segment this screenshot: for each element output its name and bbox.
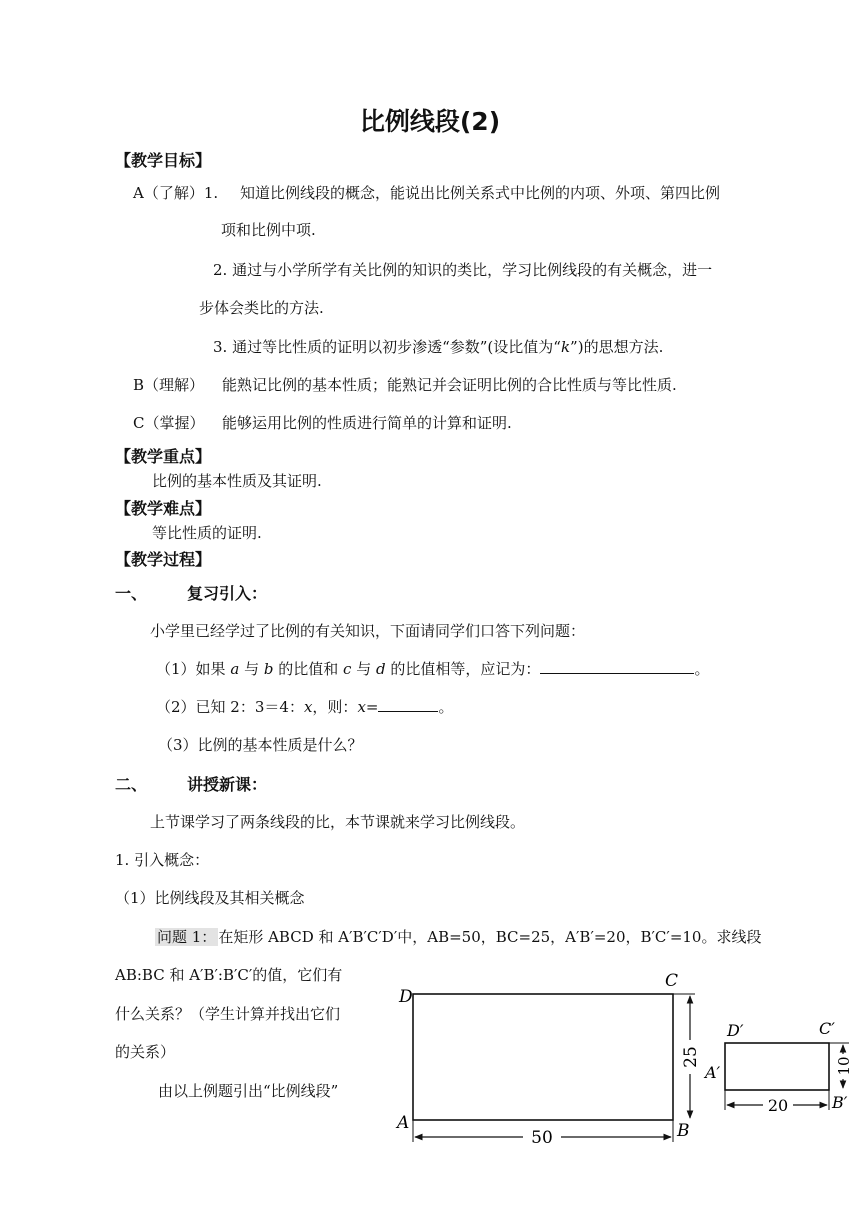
- section-1-number: 一、: [115, 584, 148, 603]
- label-D-prime: D′: [727, 1021, 744, 1040]
- label-ab-length: 50: [531, 1128, 553, 1148]
- key-points-text: 比例的基本性质及其证明.: [152, 472, 322, 490]
- page-title: 比例线段(2): [359, 107, 501, 136]
- objective-a1-line2: 项和比例中项.: [221, 221, 316, 239]
- label-bc-length: 25: [681, 1046, 701, 1068]
- difficulties-text: 等比性质的证明.: [152, 524, 262, 542]
- objective-a2-line2: 步体会类比的方法.: [199, 299, 324, 317]
- rectangle-a-prime: [725, 1043, 829, 1090]
- question-1: （1）如果 a 与 b 的比值和 c 与 d 的比值相等，应记为： 。: [156, 660, 710, 678]
- process-heading: 【教学过程】: [115, 550, 212, 569]
- objective-b-text: 能熟记比例的基本性质；能熟记并会证明比例的合比性质与等比性质.: [222, 376, 677, 394]
- lead-in-text: 由以上例题引出“比例线段”: [158, 1082, 339, 1100]
- problem-1: 问题 1： 在矩形 ABCD 和 A′B′C′D′中，AB=50，BC=25，A′B′=20，B′C′=10。求线段: [157, 928, 762, 946]
- new-lesson-intro: 上节课学习了两条线段的比，本节课就来学习比例线段。: [150, 813, 526, 831]
- label-D: D: [399, 987, 413, 1007]
- objective-c-label: C（掌握）: [133, 414, 205, 432]
- objectives-heading: 【教学目标】: [115, 151, 212, 170]
- problem-1-line2: AB:BC 和 A′B′:B′C′的值，它们有: [115, 966, 343, 984]
- objective-a1-line1: 知道比例线段的概念，能说出比例关系式中比例的内项、外项、第四比例: [240, 184, 721, 202]
- label-B: B: [677, 1121, 690, 1141]
- label-b-prime-c-prime-length: 10: [835, 1056, 853, 1076]
- question-2: （2）已知 2：3＝4：x，则：x= 。: [156, 698, 454, 716]
- problem-label: 问题 1：: [157, 928, 217, 946]
- review-intro: 小学里已经学过了比例的有关知识，下面请同学们口答下列问题：: [150, 622, 586, 640]
- answer-blank-1: [540, 659, 694, 674]
- problem-1-line3: 什么关系？（学生计算并找出它们: [115, 1005, 341, 1023]
- problem-1-line4: 的关系）: [115, 1043, 176, 1061]
- section-2-title: 讲授新课：: [187, 775, 268, 794]
- rectangle-abcd: [413, 994, 673, 1120]
- section-1-title: 复习引入：: [187, 584, 268, 603]
- label-A-prime: A′: [705, 1063, 721, 1082]
- label-B-prime: B′: [832, 1093, 848, 1112]
- key-points-heading: 【教学重点】: [115, 447, 212, 466]
- point-1-subheading: （1）比例线段及其相关概念: [115, 889, 305, 907]
- label-C: C: [665, 971, 679, 991]
- objective-a-label: A（了解）1.: [133, 184, 219, 202]
- label-A: A: [397, 1113, 410, 1133]
- objective-a2-line1: 2. 通过与小学所学有关比例的知识的类比，学习比例线段的有关概念，进一: [213, 261, 713, 279]
- objective-a3: 3. 通过等比性质的证明以初步渗透“参数”(设比值为“k”)的思想方法.: [213, 338, 664, 356]
- label-C-prime: C′: [819, 1019, 835, 1038]
- difficulties-heading: 【教学难点】: [115, 499, 212, 518]
- question-3: （3）比例的基本性质是什么？: [158, 736, 363, 754]
- answer-blank-2: [378, 697, 438, 712]
- section-2-number: 二、: [115, 775, 148, 794]
- rectangles-figure: [385, 960, 860, 1160]
- label-a-prime-b-prime-length: 20: [767, 1096, 789, 1115]
- objective-b-label: B（理解）: [133, 376, 205, 394]
- objective-c-text: 能够运用比例的性质进行简单的计算和证明.: [222, 414, 512, 432]
- point-1-heading: 1. 引入概念：: [115, 851, 210, 869]
